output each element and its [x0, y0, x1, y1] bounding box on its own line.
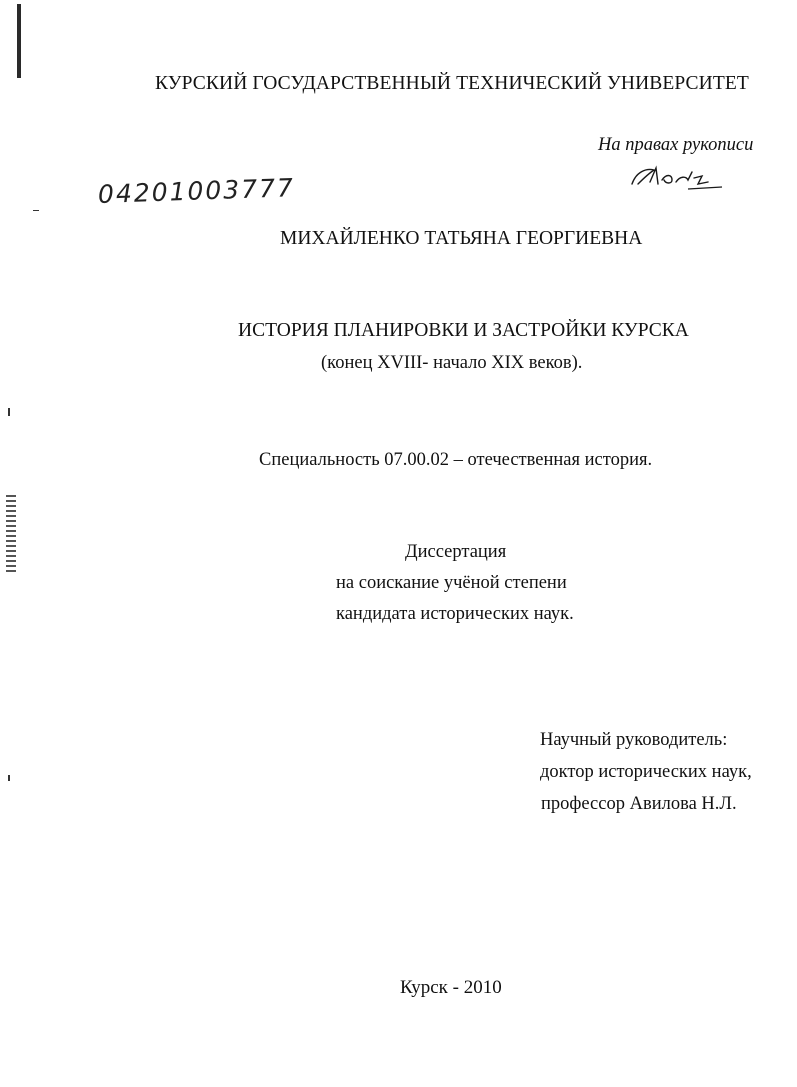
supervisor-name: профессор Авилова Н.Л.	[541, 794, 737, 814]
dissertation-title: ИСТОРИЯ ПЛАНИРОВКИ И ЗАСТРОЙКИ КУРСКА	[238, 320, 689, 341]
specialty-line: Специальность 07.00.02 – отечественная история.	[259, 450, 653, 470]
degree-name-line: кандидата исторических наук.	[336, 604, 574, 624]
scan-margin-mark-middle	[6, 495, 16, 575]
supervisor-label: Научный руководитель:	[540, 730, 728, 750]
scan-margin-dash	[33, 210, 39, 211]
scan-margin-dot	[8, 408, 10, 416]
degree-purpose-line: на соискание учёной степени	[336, 573, 567, 593]
handwritten-signature	[628, 162, 724, 192]
dissertation-label: Диссертация	[405, 542, 507, 562]
supervisor-degree: доктор исторических наук,	[540, 762, 752, 782]
scan-margin-mark-top	[17, 4, 21, 78]
place-and-year: Курск - 2010	[400, 977, 502, 998]
author-name: МИХАЙЛЕНКО ТАТЬЯНА ГЕОРГИЕВНА	[280, 228, 643, 249]
university-name: КУРСКИЙ ГОСУДАРСТВЕННЫЙ ТЕХНИЧЕСКИЙ УНИВЕРСИТЕТ	[155, 73, 749, 94]
dissertation-subtitle: (конец XVIII- начало XIX веков).	[321, 353, 583, 373]
registration-number: 04201003777	[97, 173, 296, 209]
manuscript-rights-note: На правах рукописи	[598, 135, 754, 155]
scan-margin-dot-lower	[8, 775, 10, 781]
